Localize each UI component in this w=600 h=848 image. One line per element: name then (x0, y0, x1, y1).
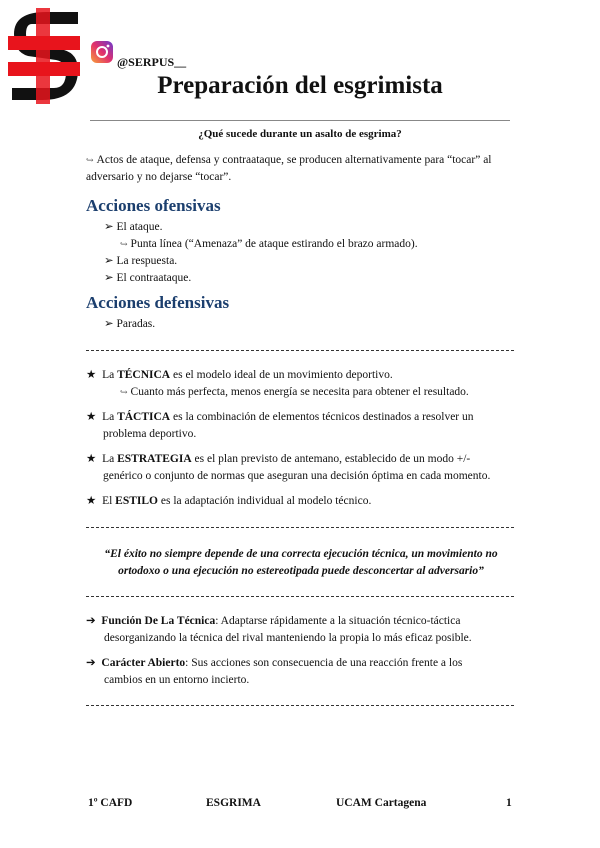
funcion-tecnica: ➔ Función De La Técnica: Adaptarse rápidamente a la situación técnico-táctica desorganizando la técnica del rival manteniendo la propia lo más eficaz posible. (86, 615, 472, 644)
title-divider (90, 120, 510, 121)
star-bullet-icon: ★ (86, 495, 97, 507)
chevron-bullet-icon: ➢ (104, 221, 114, 233)
list-item: ➢ El contraataque. (104, 272, 192, 284)
defensive-heading: Acciones defensivas (86, 293, 230, 312)
quote-line-2: ortodoxo o una ejecución no estereotipada puede desconcertar al adversario” (118, 565, 484, 577)
dashed-divider (86, 596, 514, 597)
right-arrow-icon: ➔ (86, 615, 96, 627)
footer-university: UCAM Cartagena (336, 797, 427, 809)
page-title: Preparación del esgrimista (157, 72, 443, 99)
list-item: ➢ Paradas. (104, 318, 156, 330)
intro-text (86, 152, 492, 186)
footer-page-number: 1 (506, 797, 512, 809)
hook-arrow-icon: ↪ (86, 155, 94, 165)
hook-arrow-icon: ↪ (120, 239, 128, 249)
concept-estilo: ★ El ESTILO es la adaptación individual al modelo técnico. (86, 495, 372, 507)
instagram-handle[interactable]: @SERPUS__ (117, 55, 187, 69)
caracter-abierto: ➔ Carácter Abierto: Sus acciones son consecuencia de una reacción frente a los cambios en un entorno incierto. (86, 657, 463, 686)
defensive-list (104, 316, 155, 333)
offensive-list (104, 219, 418, 287)
instagram-icon[interactable] (90, 40, 114, 64)
intro-question: ¿Qué sucede durante un asalto de esgrima? (198, 128, 402, 140)
concept-tecnica: ★ La TÉCNICA es el modelo ideal de un movimiento deportivo. ↪ Cuanto más perfecta, menos energía se necesita para obtener el resultado. (86, 369, 469, 398)
footer-course: 1º CAFD (88, 797, 133, 809)
chevron-bullet-icon: ➢ (104, 255, 114, 267)
chevron-bullet-icon: ➢ (104, 318, 114, 330)
dashed-divider (86, 705, 514, 706)
hook-arrow-icon: ↪ (120, 387, 128, 397)
list-item: ➢ La respuesta. (104, 255, 178, 267)
dashed-divider (86, 350, 514, 351)
list-item: ➢ El ataque. (104, 221, 163, 233)
quote-line-1: “El éxito no siempre depende de una correcta ejecución técnica, un movimiento no (104, 548, 498, 560)
star-bullet-icon: ★ (86, 411, 97, 423)
chevron-bullet-icon: ➢ (104, 272, 114, 284)
intro-line-1: Actos de ataque, defensa y contraataque, se producen alternativamente para “tocar” al (96, 154, 492, 166)
right-arrow-icon: ➔ (86, 657, 96, 669)
list-subitem: ↪ Punta línea (“Amenaza” de ataque estirando el brazo armado). (120, 238, 418, 250)
offensive-heading: Acciones ofensivas (86, 196, 221, 215)
concept-tactica: ★ La TÁCTICA es la combinación de elementos técnicos destinados a resolver un problema deportivo. (86, 411, 474, 440)
quote-block (86, 546, 516, 580)
intro-line-2: adversario y no dejarse “tocar”. (86, 171, 232, 183)
concept-estrategia: ★ La ESTRATEGIA es el plan previsto de antemano, establecido de un modo +/- genérico o conjunto de normas que aseguran una decisión óptima en cada momento. (86, 453, 491, 482)
star-bullet-icon: ★ (86, 369, 97, 381)
dashed-divider (86, 527, 514, 528)
star-bullet-icon: ★ (86, 453, 97, 465)
footer-subject: ESGRIMA (206, 797, 261, 809)
